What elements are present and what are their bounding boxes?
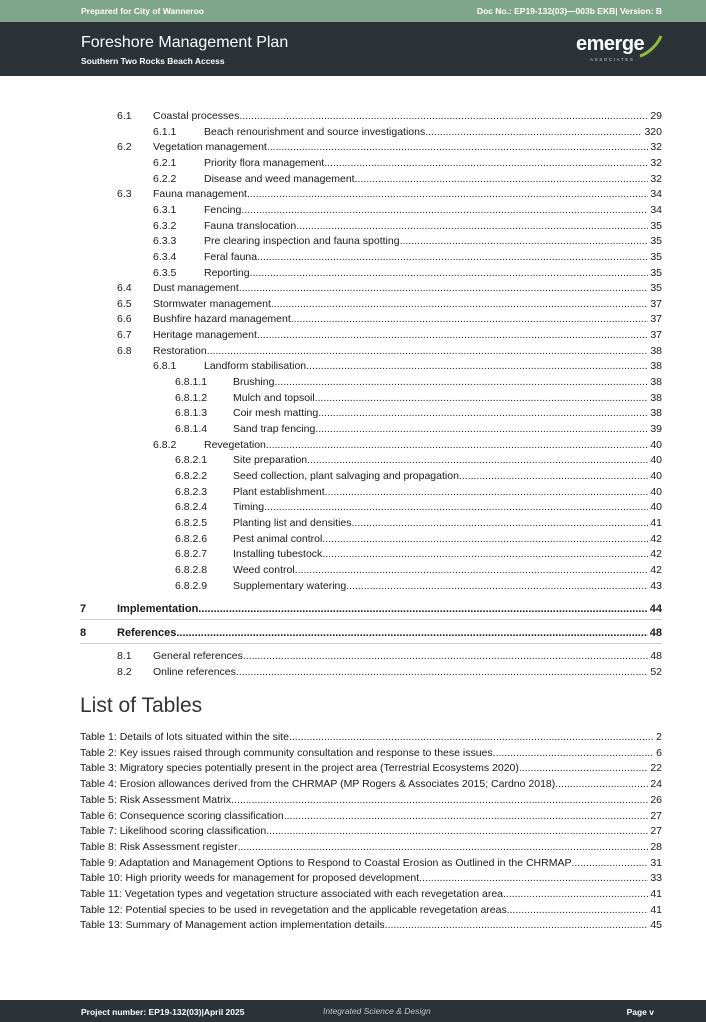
toc-entry-page: 32 (650, 172, 662, 185)
toc-entry-number: 6.5 (117, 297, 132, 310)
toc-entry[interactable] (175, 453, 662, 469)
toc-entry[interactable] (175, 391, 662, 407)
table-list-entry[interactable] (80, 903, 662, 919)
toc-entry-page: 35 (650, 219, 662, 232)
toc-entry[interactable] (153, 234, 662, 250)
toc-entry-number: 6.2 (117, 141, 132, 154)
toc-entry-number: 6.3.4 (153, 250, 177, 263)
toc-entry-number: 6.8.1.1 (175, 376, 208, 389)
table-list-label: Table 3: Migratory species potentially present in the project area (Terrestrial Ecosystems 2020) (80, 762, 519, 775)
toc-entry[interactable] (117, 328, 662, 344)
table-list-label: Table 12: Potential species to be used in revegetation and the applicable revegetation areas (80, 903, 507, 916)
table-list-page: 6 (656, 746, 662, 759)
toc-entry[interactable] (117, 344, 662, 360)
toc-entry-number: 6.8.1.3 (175, 407, 208, 420)
toc-entry-page: 38 (650, 376, 662, 389)
table-list-label: Table 7: Likelihood scoring classification (80, 825, 267, 838)
toc-entry-number: 6.3.3 (153, 235, 177, 248)
table-list-page: 24 (650, 778, 662, 791)
table-list-page: 26 (650, 793, 662, 806)
toc-leader-dots (307, 453, 648, 469)
toc-entry-number: 6.3 (117, 188, 132, 201)
toc-leader-dots (325, 485, 649, 501)
toc-entry-page: 38 (650, 360, 662, 373)
toc-entry-page: 37 (650, 329, 662, 342)
toc-entry-number: 6.8.2.6 (175, 532, 208, 545)
toc-entry-label: Coastal processes (153, 110, 240, 122)
toc-entry-page: 42 (650, 563, 662, 576)
toc-entry-page: 320 (644, 125, 662, 138)
toc-entry-number: 6.7 (117, 329, 132, 342)
toc-leader-dots (236, 665, 648, 681)
table-list-page: 22 (650, 762, 662, 775)
table-list-entry[interactable] (80, 887, 662, 903)
toc-entry-label: Planting list and densities (233, 516, 352, 529)
toc-leader-dots (247, 187, 648, 203)
toc-entry[interactable] (117, 665, 662, 681)
toc-entry-number: 6.1 (117, 110, 132, 122)
toc-entry-number: 6.8.2.1 (175, 454, 208, 467)
toc-entry-page: 37 (650, 297, 662, 310)
table-list-entry[interactable] (80, 730, 662, 746)
toc-entry-label: Fencing (204, 203, 242, 216)
toc-chapter-rule (80, 619, 662, 620)
table-list-leader-dots (496, 746, 655, 762)
toc-leader-dots (266, 438, 648, 454)
toc-entry-page: 37 (650, 313, 662, 326)
toc-entry-page: 32 (650, 141, 662, 154)
table-list-entry[interactable] (80, 824, 662, 840)
toc-entry-page: 40 (650, 469, 662, 482)
table-list-leader-dots (284, 809, 649, 825)
toc-entry-page: 40 (650, 501, 662, 514)
toc-entry-page: 40 (650, 438, 662, 451)
toc-entry-label: Stormwater management (153, 297, 271, 310)
toc-entry-label: Pre clearing inspection and fauna spotting (204, 235, 400, 248)
toc-leader-dots (198, 602, 647, 618)
toc-entry-label: Reporting (204, 266, 250, 279)
toc-entry[interactable] (117, 109, 662, 125)
toc-leader-dots (264, 500, 648, 516)
page-number-label: Page v (626, 1007, 654, 1017)
table-list-leader-dots (238, 840, 649, 856)
toc-entry[interactable] (117, 140, 662, 156)
toc-leader-dots (274, 375, 648, 391)
toc-entry-number: 6.8.2.9 (175, 579, 208, 592)
toc-entry-label: Sand trap fencing (233, 423, 316, 435)
toc-entry-page: 34 (650, 188, 662, 201)
toc-entry[interactable] (175, 579, 662, 595)
table-list-entry[interactable] (80, 871, 662, 887)
toc-leader-dots (315, 422, 648, 438)
toc-entry-number: 6.8.2.8 (175, 563, 208, 576)
toc-leader-dots (267, 140, 648, 156)
toc-entry[interactable] (117, 649, 662, 665)
doc-number-label: Doc No.: EP19-132(03)—003b EKB| Version: B (476, 6, 662, 16)
toc-entry-label: Priority flora management (204, 156, 325, 169)
emerge-logo (573, 32, 669, 72)
toc-leader-dots (425, 125, 642, 141)
toc-entry-label: Brushing (233, 376, 275, 389)
toc-entry[interactable] (153, 172, 662, 188)
table-list-entry[interactable] (80, 918, 662, 934)
toc-entry-page: 38 (650, 407, 662, 420)
table-list-entry[interactable] (80, 856, 662, 872)
table-list-label: Table 6: Consequence scoring classification (80, 809, 284, 822)
toc-entry-page: 34 (650, 203, 662, 216)
toc-entry-label: General references (153, 650, 243, 662)
table-list-label: Table 2: Key issues raised through community consultation and response to these issues. (80, 746, 496, 759)
toc-entry-label: Heritage management (153, 329, 257, 342)
toc-entry-label: Restoration (153, 344, 207, 357)
toc-entry-label: Dust management (153, 282, 239, 295)
table-list-page: 41 (650, 888, 662, 900)
toc-leader-dots (355, 172, 649, 188)
toc-leader-dots (291, 312, 649, 328)
toc-entry-page: 32 (650, 156, 662, 169)
toc-entry-label: Seed collection, plant salvaging and propagation (233, 469, 459, 482)
toc-entry-number: 6.3.2 (153, 219, 177, 232)
toc-entry-page: 29 (650, 110, 662, 122)
toc-entry-number: 6.1.1 (153, 125, 177, 138)
toc-entry-number: 6.8.2.7 (175, 548, 208, 561)
table-list-label: Table 11: Vegetation types and vegetation structure associated with each revegetation area (80, 888, 503, 900)
toc-entry-page: 44 (649, 603, 662, 615)
toc-leader-dots (257, 250, 648, 266)
document-title: Foreshore Management Plan (81, 34, 289, 51)
toc-leader-dots (315, 391, 649, 407)
toc-entry[interactable] (175, 500, 662, 516)
toc-entry[interactable] (153, 203, 662, 219)
document-header (0, 22, 706, 76)
table-list-page: 33 (650, 872, 662, 885)
toc-entry[interactable] (153, 359, 662, 375)
table-list-page: 28 (650, 840, 662, 853)
toc-leader-dots (459, 469, 648, 485)
toc-entry-label: Bushfire hazard management (153, 313, 291, 326)
toc-entry-label: Online references (153, 666, 236, 678)
toc-entry[interactable] (175, 406, 662, 422)
toc-entry-label: Weed control (233, 563, 295, 576)
toc-entry[interactable] (117, 297, 662, 313)
toc-entry-label: Implementation (117, 603, 199, 615)
toc-entry-label: Feral fauna (204, 250, 258, 263)
table-list-label: Table 1: Details of lots situated within the site (80, 731, 289, 743)
toc-entry-number: 6.3.5 (153, 266, 177, 279)
toc-leader-dots (239, 281, 649, 297)
table-list-leader-dots (289, 730, 654, 746)
toc-leader-dots (271, 297, 648, 313)
toc-entry-page: 48 (650, 650, 662, 662)
toc-entry[interactable] (175, 532, 662, 548)
logo-swoosh-icon (637, 34, 665, 60)
toc-entry[interactable] (117, 312, 662, 328)
toc-entry-page: 38 (650, 391, 662, 404)
toc-entry-label: Mulch and topsoil (233, 391, 315, 404)
toc-entry[interactable] (175, 375, 662, 391)
toc-entry-page: 35 (650, 282, 662, 295)
table-list-leader-dots (266, 824, 648, 840)
toc-entry[interactable] (117, 281, 662, 297)
table-list-entry[interactable] (80, 761, 662, 777)
toc-entry-number: 6.8.2.2 (175, 469, 208, 482)
table-list-label: Table 13: Summary of Management action implementation details (80, 919, 385, 932)
toc-entry[interactable] (153, 250, 662, 266)
toc-entry-label: Supplementary watering (233, 579, 347, 592)
toc-entry-page: 43 (650, 579, 662, 592)
toc-entry-number: 6.3.1 (153, 203, 177, 216)
toc-entry[interactable] (175, 563, 662, 579)
toc-entry-number: 6.6 (117, 313, 132, 326)
toc-entry-number: 6.8.1.4 (175, 423, 208, 435)
toc-leader-dots (250, 266, 649, 282)
toc-entry-label: Fauna management (153, 188, 247, 201)
toc-leader-dots (400, 234, 649, 250)
table-list-entry[interactable] (80, 777, 662, 793)
table-list-page: 2 (656, 731, 662, 743)
table-list-page: 41 (650, 903, 662, 916)
table-list-leader-dots (571, 856, 648, 872)
toc-entry[interactable] (80, 602, 662, 618)
toc-entry-number: 8.1 (117, 650, 132, 662)
toc-entry-number: 6.8.2 (153, 438, 177, 451)
table-list-entry[interactable] (80, 840, 662, 856)
toc-entry[interactable] (175, 469, 662, 485)
toc-entry-number: 6.2.2 (153, 172, 177, 185)
toc-entry-page: 41 (650, 516, 662, 529)
toc-entry-number: 7 (80, 603, 87, 615)
toc-entry-page: 40 (650, 454, 662, 467)
toc-leader-dots (176, 626, 647, 642)
toc-leader-dots (322, 547, 648, 563)
toc-leader-dots (239, 109, 648, 125)
toc-entry-label: Plant establishment (233, 485, 325, 498)
toc-leader-dots (324, 156, 648, 172)
toc-entry-page: 42 (650, 532, 662, 545)
toc-entry-page: 35 (650, 235, 662, 248)
document-subtitle: Southern Two Rocks Beach Access (81, 56, 225, 66)
table-list-page: 27 (650, 825, 662, 838)
table-list-label: Table 10: High priority weeds for management for proposed development (80, 872, 420, 885)
toc-entry[interactable] (153, 438, 662, 454)
table-list-page: 45 (650, 919, 662, 932)
table-list-label: Table 5: Risk Assessment Matrix (80, 793, 232, 806)
toc-entry-number: 6.2.1 (153, 156, 177, 169)
logo-tagline: ASSOCIATES (590, 57, 635, 62)
toc-leader-dots (295, 563, 649, 579)
table-list-leader-dots (231, 793, 648, 809)
footer-tagline: Integrated Science & Design (323, 1006, 431, 1016)
toc-entry[interactable] (153, 266, 662, 282)
toc-entry-page: 52 (650, 666, 662, 678)
toc-leader-dots (296, 219, 648, 235)
toc-leader-dots (207, 344, 649, 360)
toc-entry[interactable] (175, 422, 662, 438)
toc-entry-label: Coir mesh matting (233, 407, 319, 420)
toc-leader-dots (352, 516, 649, 532)
table-list-leader-dots (555, 777, 648, 793)
list-of-tables-heading: List of Tables (80, 694, 203, 717)
toc-entry[interactable] (117, 187, 662, 203)
toc-entry-label: Landform stabilisation (204, 360, 307, 373)
toc-entry-label: Vegetation management (153, 141, 267, 154)
toc-entry-number: 8.2 (117, 666, 132, 678)
toc-entry-number: 6.4 (117, 282, 132, 295)
toc-entry[interactable] (153, 156, 662, 172)
toc-entry-label: Beach renourishment and source investigations (204, 125, 426, 138)
toc-leader-dots (257, 328, 648, 344)
toc-entry-label: Revegetation (204, 438, 266, 451)
toc-leader-dots (243, 649, 648, 665)
toc-entry-number: 8 (80, 627, 87, 639)
toc-entry-number: 6.8.1 (153, 360, 177, 373)
table-list-leader-dots (507, 903, 649, 919)
toc-entry-label: Fauna translocation (204, 219, 297, 232)
toc-entry[interactable] (153, 219, 662, 235)
table-list-leader-dots (385, 918, 649, 934)
toc-entry-label: References (117, 627, 177, 639)
toc-entry-label: Pest animal control (233, 532, 323, 545)
toc-entry-label: Installing tubestock (233, 548, 323, 561)
table-list-leader-dots (519, 761, 648, 777)
toc-entry[interactable] (175, 547, 662, 563)
toc-entry-page: 38 (650, 344, 662, 357)
toc-entry-label: Timing (233, 501, 265, 514)
toc-entry-page: 39 (650, 423, 662, 435)
table-list-leader-dots (503, 887, 648, 903)
table-list-entry[interactable] (80, 793, 662, 809)
toc-entry-page: 35 (650, 266, 662, 279)
table-list-entry[interactable] (80, 809, 662, 825)
toc-entry[interactable] (80, 626, 662, 642)
toc-entry-number: 6.8.2.3 (175, 485, 208, 498)
toc-entry[interactable] (153, 125, 662, 141)
toc-entry-number: 6.8.2.4 (175, 501, 208, 514)
page-footer (0, 1000, 706, 1022)
toc-chapter-rule (80, 643, 662, 644)
toc-entry-label: Site preparation (233, 454, 308, 467)
toc-entry-page: 40 (650, 485, 662, 498)
toc-entry-number: 6.8.2.5 (175, 516, 208, 529)
toc-entry-number: 6.8.1.2 (175, 391, 208, 404)
toc-entry-page: 42 (650, 548, 662, 561)
table-list-leader-dots (419, 871, 648, 887)
toc-leader-dots (346, 579, 648, 595)
table-list-page: 27 (650, 809, 662, 822)
toc-leader-dots (241, 203, 648, 219)
toc-entry[interactable] (175, 485, 662, 501)
project-number-label: Project number: EP19-132(03)|April 2025 (81, 1007, 245, 1017)
toc-entry-label: Disease and weed management (204, 172, 355, 185)
table-list-label: Table 9: Adaptation and Management Options to Respond to Coastal Erosion as Outlined in the CHRMAP (80, 856, 572, 869)
top-bar (0, 0, 706, 22)
logo-text: emerge (576, 33, 645, 55)
table-list-label: Table 4: Erosion allowances derived from the CHRMAP (MP Rogers & Associates 2015; Cardno 2018) (80, 778, 556, 791)
prepared-for-label: Prepared for City of Wanneroo (81, 6, 204, 16)
toc-entry-number: 6.8 (117, 344, 132, 357)
toc-entry[interactable] (175, 516, 662, 532)
toc-leader-dots (318, 406, 648, 422)
toc-entry-page: 48 (649, 627, 662, 639)
table-list-page: 31 (650, 856, 662, 869)
toc-leader-dots (306, 359, 648, 375)
toc-entry-page: 35 (650, 250, 662, 263)
table-list-label: Table 8: Risk Assessment register (80, 840, 238, 853)
toc-leader-dots (322, 532, 648, 548)
table-list-entry[interactable] (80, 746, 662, 762)
